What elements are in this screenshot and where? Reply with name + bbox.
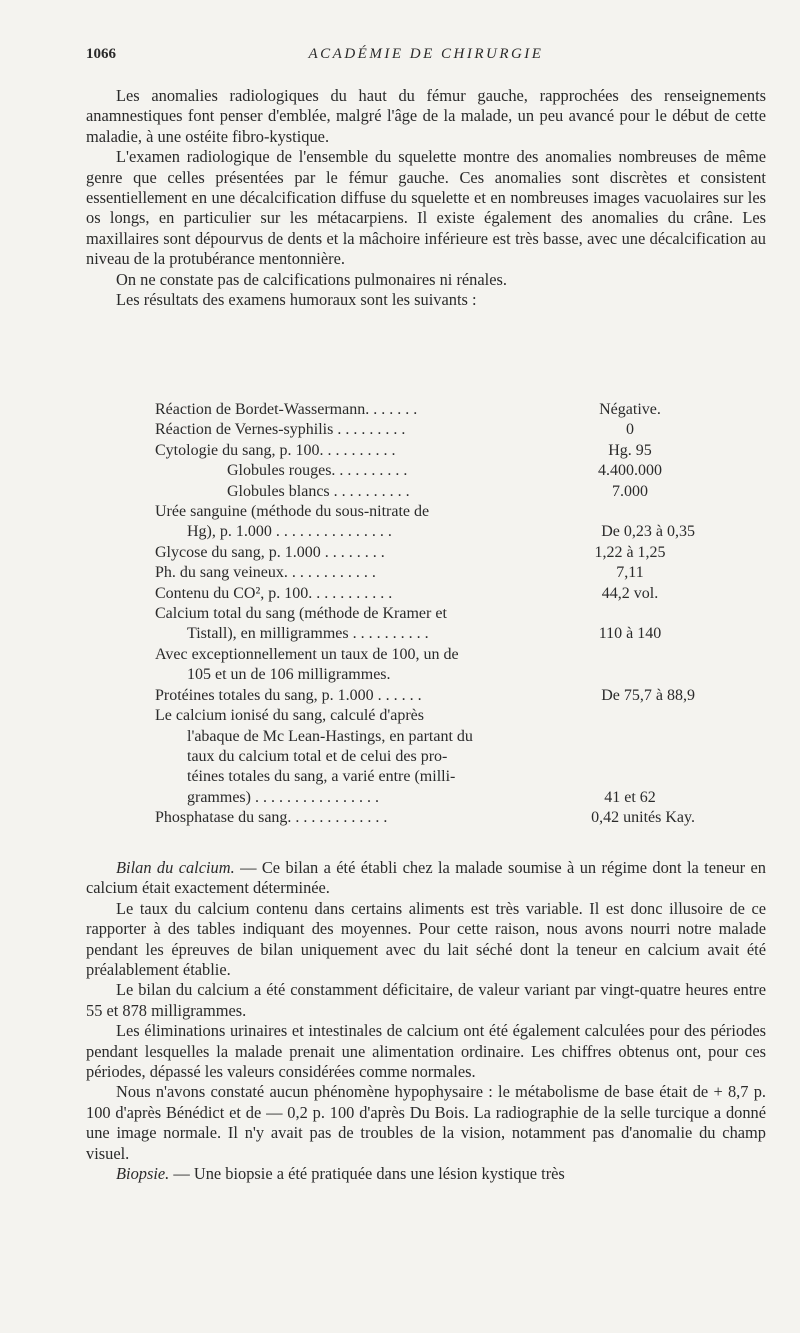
- page-number: 1066: [86, 46, 116, 62]
- result-row: [155, 686, 695, 706]
- result-label: Tistall), en milligrammes . . . . . . . . . .: [187, 625, 429, 643]
- result-row: [155, 482, 695, 502]
- result-row: [155, 563, 695, 583]
- result-row: [155, 665, 695, 685]
- paragraph: [86, 1164, 766, 1184]
- result-label: taux du calcium total et de celui des pro-: [187, 747, 448, 765]
- result-row: [155, 441, 695, 461]
- paragraph: Nous n'avons constaté aucun phénomène hypophysaire : le métabolisme de base était de + 8,7 p. 100 d'après Bénédict et de — 0,2 p. 100 d'après Du Bois. La radiographie de la selle turcique a donné une image normale. Il n'y avait pas de troubles de la vision, notamment pas d'anomalie du champ visuel.: [86, 1082, 766, 1163]
- paragraph: Les résultats des examens humoraux sont les suivants :: [116, 290, 477, 310]
- result-label: Ph. du sang veineux. . . . . . . . . . . .: [155, 564, 376, 582]
- paragraph: Les éliminations urinaires et intestinales de calcium ont été également calculées pour des périodes pendant lesquelles la malade prenait une alimentation ordinaire. Les chiffres obtenus ont, pour ces périodes, dépassé les valeurs considérées comme normales.: [86, 1021, 766, 1082]
- result-label: Réaction de Bordet-Wassermann. . . . . . .: [155, 401, 418, 418]
- result-value: 110 à 140: [598, 625, 662, 643]
- result-value: De 75,7 à 88,9: [601, 686, 695, 704]
- bilan-section: [86, 858, 766, 1185]
- result-label: Globules rouges. . . . . . . . . .: [227, 462, 408, 480]
- result-value: 41 et 62: [604, 788, 656, 806]
- result-row: [155, 645, 695, 665]
- paragraph: L'examen radiologique de l'ensemble du squelette montre des anomalies nombreuses de même genre que celles présentées par le fémur gauche. Ces anomalies sont discrètes et consistent essentiellement en une décalcification diffuse du squelette et en nombreuses images vacuolaires sur les os longs, en particulier sur les métacarpiens. Il existe également des anomalies du crâne. Les maxillaires sont dépourvus de dents et la mâchoire inférieure est très basse, avec une décalcification au niveau de la protubérance mentonnière.: [86, 147, 766, 269]
- result-label: Le calcium ionisé du sang, calculé d'après: [155, 707, 424, 725]
- paragraph: On ne constate pas de calcifications pulmonaires ni rénales.: [116, 269, 507, 289]
- paragraph-text: — Ce bilan a été établi chez la malade soumise à un régime dont la teneur en calcium était exactement déterminée.: [86, 858, 766, 898]
- result-label: l'abaque de Mc Lean-Hastings, en partant du: [187, 727, 473, 745]
- result-row: [155, 624, 695, 644]
- result-label: Hg), p. 1.000 . . . . . . . . . . . . . . .: [187, 523, 392, 541]
- result-label: Avec exceptionnellement un taux de 100, un de: [155, 645, 459, 663]
- result-row: [155, 543, 695, 563]
- paragraph: Le taux du calcium contenu dans certains aliments est très variable. Il est donc illusoire de ce rapporter à des tables indiquant des moyennes. Pour cette raison, nous avons nourri notre malade pendant les épreuves de bilan uniquement avec du lait séché dont la teneur en calcium avait été préalablement établie.: [86, 898, 766, 980]
- result-label: Phosphatase du sang. . . . . . . . . . . . .: [155, 809, 388, 827]
- intro-section: [86, 86, 766, 310]
- result-row: [155, 420, 695, 440]
- result-row: [155, 767, 695, 787]
- result-row: [155, 400, 695, 420]
- paragraph: Le bilan du calcium a été constamment déficitaire, de valeur variant par vingt-quatre heures entre 55 et 878 milligrammes.: [86, 980, 766, 1020]
- result-row: [155, 502, 695, 522]
- result-value: 44,2 vol.: [601, 584, 659, 602]
- page-header: [86, 46, 766, 68]
- result-label: téines totales du sang, a varié entre (milli-: [187, 768, 456, 786]
- results-table: [155, 400, 695, 829]
- result-value: 0: [626, 421, 634, 439]
- section-heading: Biopsie.: [116, 1164, 170, 1184]
- paragraph: [86, 858, 766, 899]
- result-value: 4.400.000: [598, 462, 662, 480]
- result-value: 0,42 unités Kay.: [591, 809, 695, 827]
- result-label: Calcium total du sang (méthode de Kramer et: [155, 605, 447, 623]
- result-label: grammes) . . . . . . . . . . . . . . . .: [187, 788, 379, 806]
- result-row: [155, 461, 695, 481]
- result-row: [155, 808, 695, 828]
- result-value: 7,11: [616, 564, 644, 582]
- result-row: [155, 788, 695, 808]
- result-value: 1,22 à 1,25: [594, 543, 666, 561]
- result-row: [155, 584, 695, 604]
- result-label: Cytologie du sang, p. 100. . . . . . . . . .: [155, 441, 396, 459]
- result-row: [155, 604, 695, 624]
- result-value: 7.000: [612, 482, 648, 500]
- section-heading: Bilan du calcium.: [116, 858, 235, 877]
- result-label: Globules blancs . . . . . . . . . .: [227, 482, 410, 500]
- result-row: [155, 706, 695, 726]
- result-label: Réaction de Vernes-syphilis . . . . . . . . .: [155, 421, 406, 439]
- result-value: Négative.: [599, 401, 661, 418]
- paragraph-text: — Une biopsie a été pratiquée dans une lésion kystique très: [169, 1164, 565, 1184]
- result-label: Glycose du sang, p. 1.000 . . . . . . . .: [155, 543, 385, 561]
- result-row: [155, 727, 695, 747]
- result-value: De 0,23 à 0,35: [601, 523, 695, 541]
- result-value: Hg. 95: [608, 441, 652, 459]
- result-label: Urée sanguine (méthode du sous-nitrate de: [155, 503, 430, 521]
- result-row: [155, 747, 695, 767]
- result-label: Contenu du CO², p. 100. . . . . . . . . . .: [155, 584, 393, 602]
- result-label: 105 et un de 106 milligrammes.: [187, 666, 391, 684]
- paragraph: Les anomalies radiologiques du haut du fémur gauche, rapprochées des renseignements anamnestiques font penser d'emblée, malgré l'âge de la malade, un peu avancé pour le début de cette maladie, à une ostéite fibro-kystique.: [86, 86, 766, 146]
- result-row: [155, 522, 695, 542]
- running-title: ACADÉMIE DE CHIRURGIE: [308, 46, 544, 62]
- result-label: Protéines totales du sang, p. 1.000 . . . . . .: [155, 686, 422, 704]
